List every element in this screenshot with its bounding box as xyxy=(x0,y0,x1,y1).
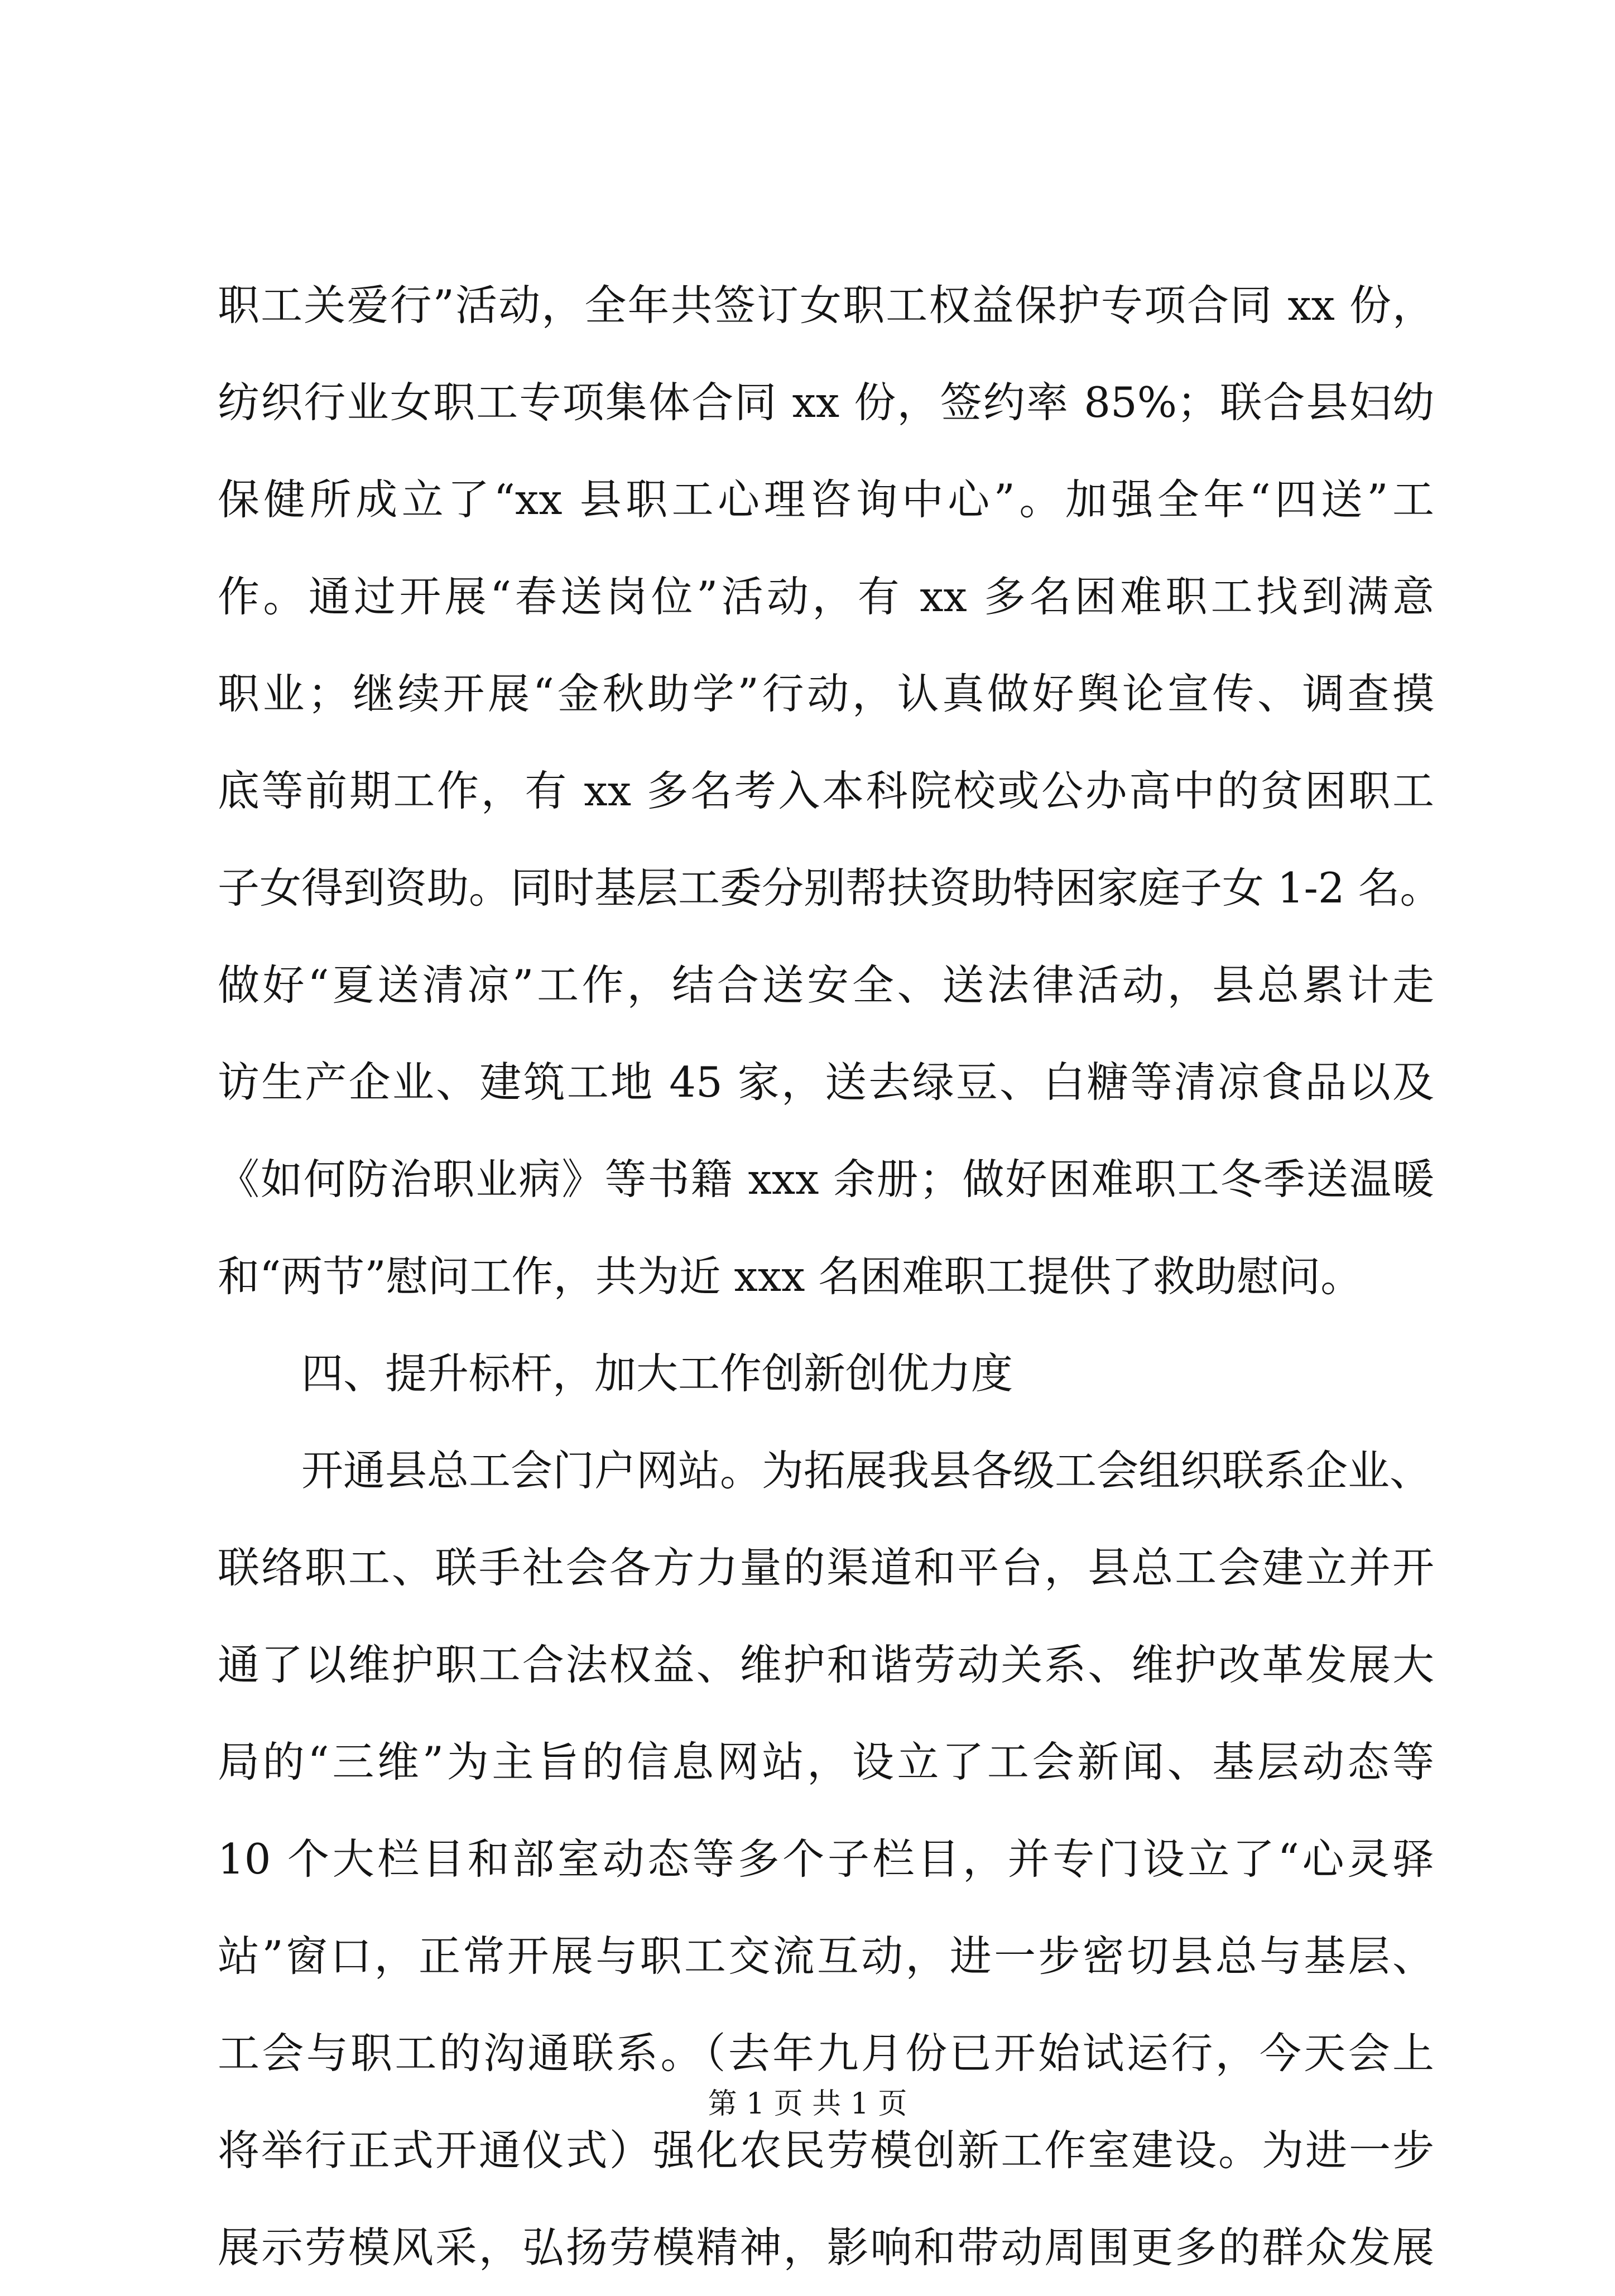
text-line: 《如何防治职业病》等书籍 xxx 余册；做好困难职工冬季送温暖 xyxy=(218,1155,1434,1204)
text-line: 局的“三维”为主旨的信息网站，设立了工会新闻、基层动态等 xyxy=(218,1737,1434,1786)
text-line: 职工关爱行”活动，全年共签订女职工权益保护专项合同 xx 份， xyxy=(218,281,1434,330)
text-line: 访生产企业、建筑工地 45 家，送去绿豆、白糖等清凉食品以及 xyxy=(218,1058,1434,1107)
section-heading: 四、提升标杆，加大工作创新创优力度 xyxy=(301,1349,1013,1398)
text-line: 底等前期工作，有 xx 多名考入本科院校或公办高中的贫困职工 xyxy=(218,766,1434,815)
text-line: 站”窗口，正常开展与职工交流互动，进一步密切县总与基层、 xyxy=(218,1932,1434,1981)
text-line: 10 个大栏目和部室动态等多个子栏目，并专门设立了“心灵驿 xyxy=(218,1834,1434,1884)
text-line: 职业；继续开展“金秋助学”行动，认真做好舆论宣传、调查摸 xyxy=(218,669,1434,718)
text-line: 通了以维护职工合法权益、维护和谐劳动关系、维护改革发展大 xyxy=(218,1640,1434,1689)
text-line: 纺织行业女职工专项集体合同 xx 份，签约率 85%；联合县妇幼 xyxy=(218,378,1434,427)
text-line: 工会与职工的沟通联系。（去年九月份已开始试运行，今天会上 xyxy=(218,2029,1434,2078)
text-line: 和“两节”慰问工作，共为近 xxx 名困难职工提供了救助慰问。 xyxy=(218,1252,1363,1301)
document-body xyxy=(218,257,1442,2296)
text-line: 将举行正式开通仪式）强化农民劳模创新工作室建设。为进一步 xyxy=(218,2126,1434,2175)
text-line: 做好“夏送清凉”工作，结合送安全、送法律活动，县总累计走 xyxy=(218,960,1434,1010)
page-number-footer: 第 1 页 共 1 页 xyxy=(708,2087,907,2121)
text-line: 保健所成立了“xx 县职工心理咨询中心”。加强全年“四送”工 xyxy=(218,475,1434,524)
text-line: 展示劳模风采，弘扬劳模精神，影响和带动周围更多的群众发展 xyxy=(218,2223,1434,2272)
paragraph-first-line: 开通县总工会门户网站。为拓展我县各级工会组织联系企业、 xyxy=(301,1446,1432,1495)
text-line: 作。通过开展“春送岗位”活动，有 xx 多名困难职工找到满意 xyxy=(218,572,1434,621)
text-line: 联络职工、联手社会各方力量的渠道和平台，县总工会建立并开 xyxy=(218,1543,1434,1592)
text-line: 子女得到资助。同时基层工委分别帮扶资助特困家庭子女 1-2 名。 xyxy=(218,863,1442,912)
